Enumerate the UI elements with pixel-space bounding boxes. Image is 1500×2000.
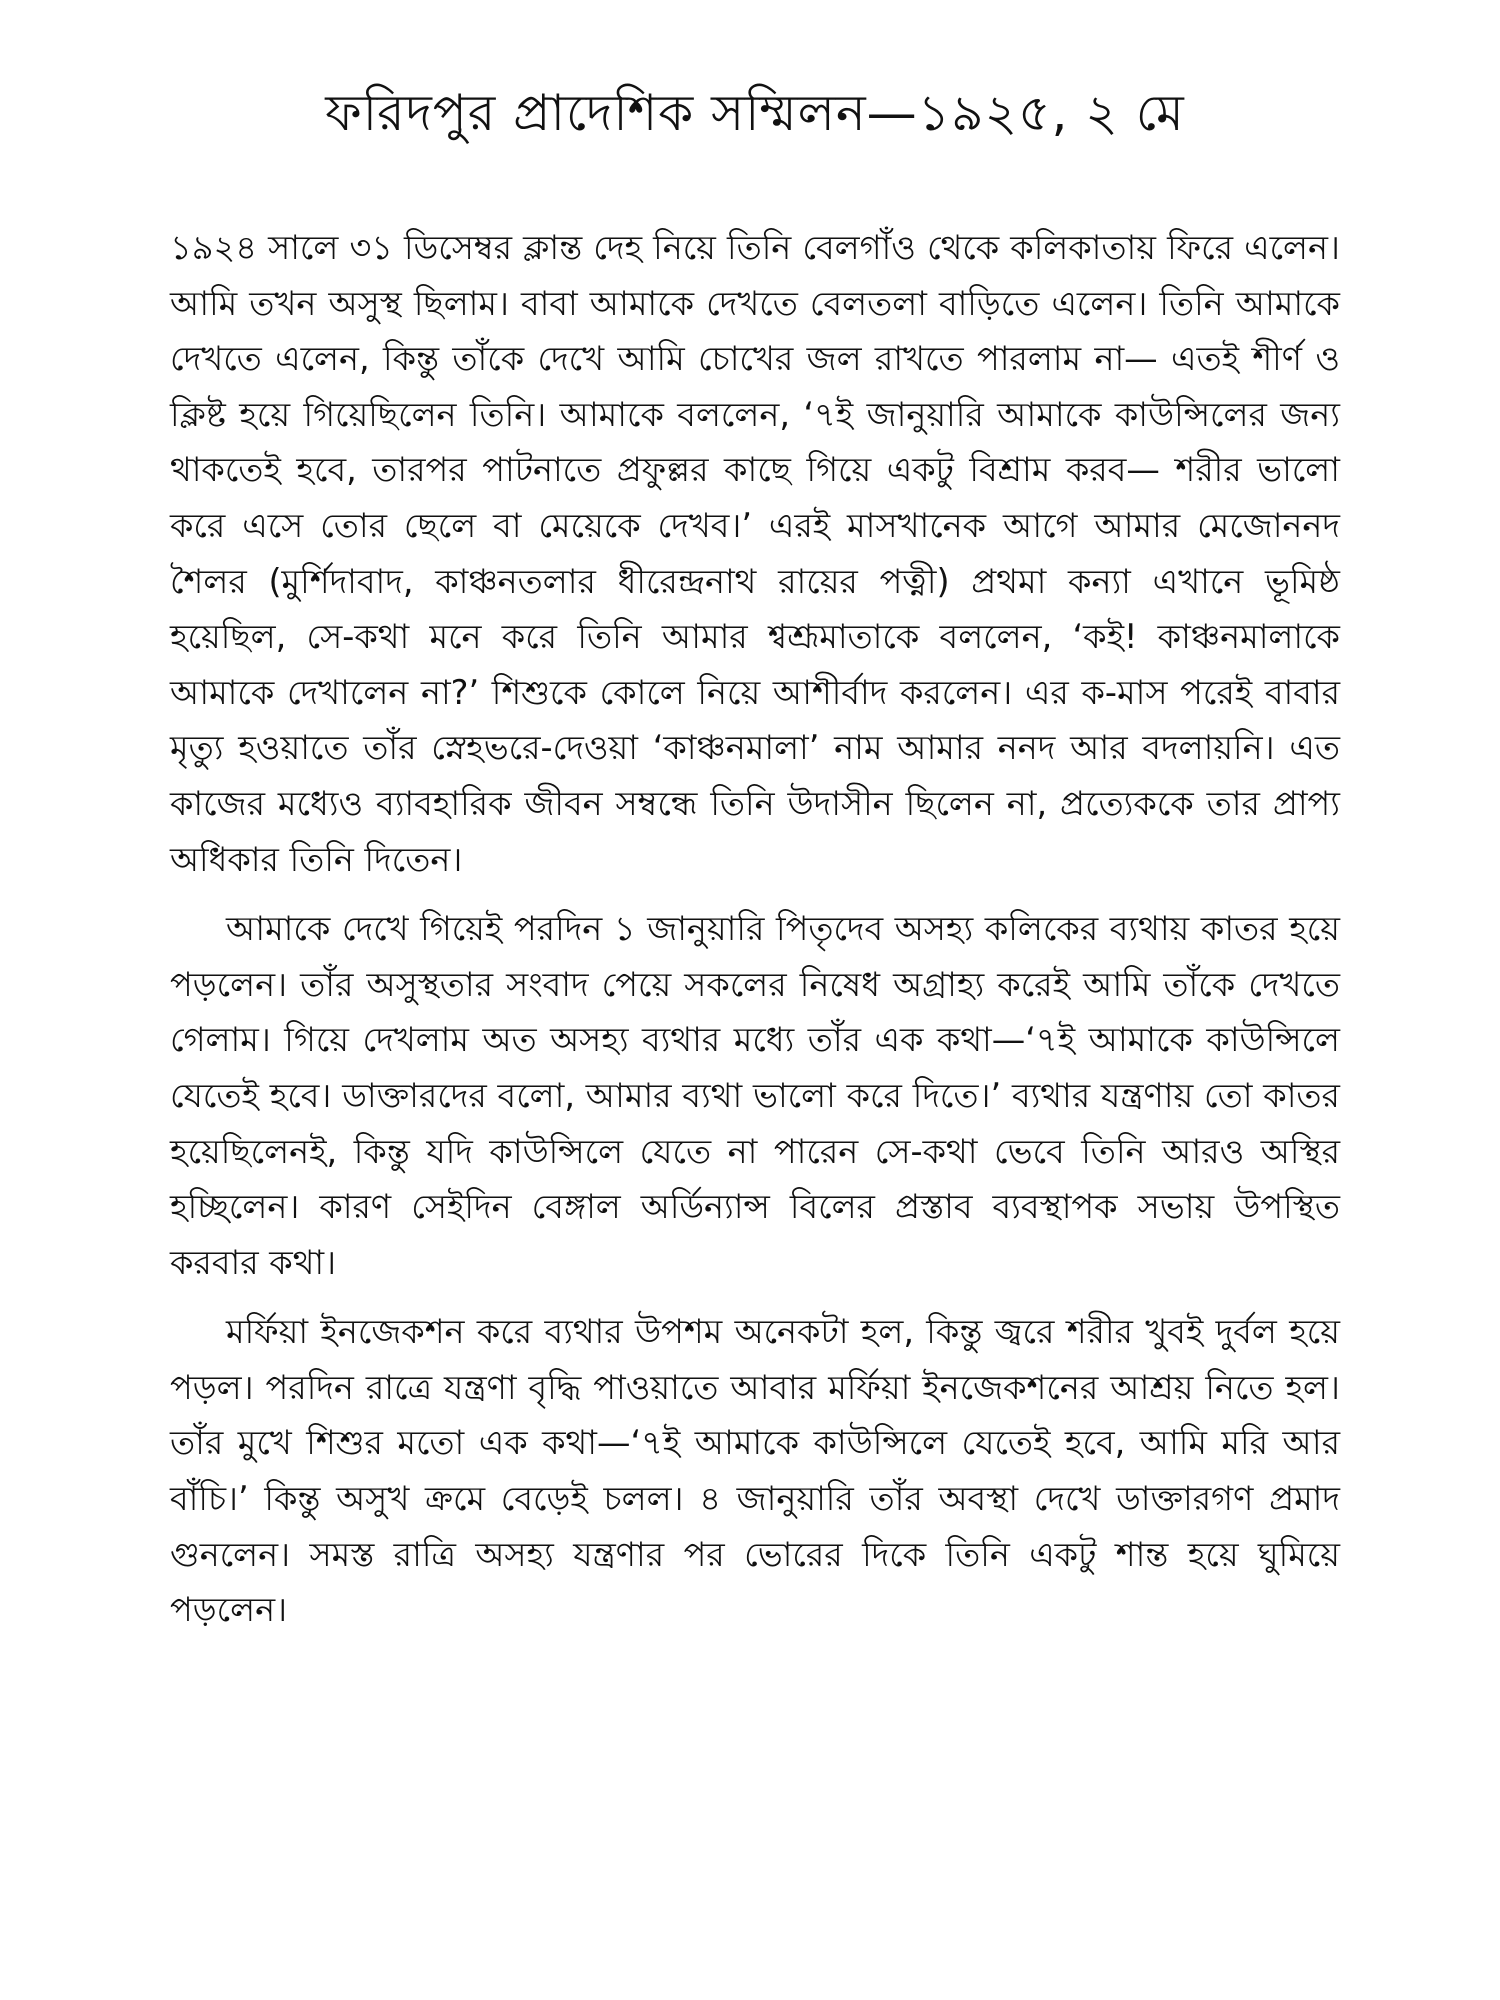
- paragraph-3: মর্ফিয়া ইনজেকশন করে ব্যথার উপশম অনেকটা হল, কিন্তু জ্বরে শরীর খুবই দুর্বল হয়ে পড়ল। পরদিন রাত্রে যন্ত্রণা বৃদ্ধি পাওয়াতে আবার মর্ফিয়া ইনজেকশনের আশ্রয় নিতে হল। তাঁর মুখে শিশুর মতো এক কথা—‘৭ই আমাকে কাউন্সিলে যেতেই হবে, আমি মরি আর বাঁচি।’ কিন্তু অসুখ ক্রমে বেড়েই চলল। ৪ জানুয়ারি তাঁর অবস্থা দেখে ডাক্তারগণ প্রমাদ গুনলেন। সমস্ত রাত্রি অসহ্য যন্ত্রণার পর ভোরের দিকে তিনি একটু শান্ত হয়ে ঘুমিয়ে পড়লেন।: [170, 1312, 1340, 1630]
- chapter-title: ফরিদপুর প্রাদেশিক সম্মিলন—১৯২৫, ২ মে: [325, 84, 1185, 142]
- paragraph-2: আমাকে দেখে গিয়েই পরদিন ১ জানুয়ারি পিতৃদেব অসহ্য কলিকের ব্যথায় কাতর হয়ে পড়লেন। তাঁর অসুস্থতার সংবাদ পেয়ে সকলের নিষেধ অগ্রাহ্য করেই আমি তাঁকে দেখতে গেলাম। গিয়ে দেখলাম অত অসহ্য ব্যথার মধ্যে তাঁর এক কথা—‘৭ই আমাকে কাউন্সিলে যেতেই হবে। ডাক্তারদের বলো, আমার ব্যথা ভালো করে দিতে।’ ব্যথার যন্ত্রণায় তো কাতর হয়েছিলেনই, কিন্তু যদি কাউন্সিলে যেতে না পারেন সে-কথা ভেবে তিনি আরও অস্থির হচ্ছিলেন। কারণ সেইদিন বেঙ্গাল অর্ডিন্যান্স বিলের প্রস্তাব ব্যবস্থাপক সভায় উপস্থিত করবার কথা।: [170, 909, 1340, 1282]
- paragraph-1: ১৯২৪ সালে ৩১ ডিসেম্বর ক্লান্ত দেহ নিয়ে তিনি বেলগাঁও থেকে কলিকাতায় ফিরে এলেন। আমি তখন অসুস্থ ছিলাম। বাবা আমাকে দেখতে বেলতলা বাড়িতে এলেন। তিনি আমাকে দেখতে এলেন, কিন্তু তাঁকে দেখে আমি চোখের জল রাখতে পারলাম না— এতই শীর্ণ ও ক্লিষ্ট হয়ে গিয়েছিলেন তিনি। আমাকে বললেন, ‘৭ই জানুয়ারি আমাকে কাউন্সিলের জন্য থাকতেই হবে, তারপর পাটনাতে প্রফুল্লর কাছে গিয়ে একটু বিশ্রাম করব— শরীর ভালো করে এসে তোর ছেলে বা মেয়েকে দেখব।’ এরই মাসখানেক আগে আমার মেজোননদ শৈলর (মুর্শিদাবাদ, কাঞ্চনতলার ধীরেন্দ্রনাথ রায়ের পত্নী) প্রথমা কন্যা এখানে ভূমিষ্ঠ হয়েছিল, সে-কথা মনে করে তিনি আমার শ্বশ্রূমাতাকে বললেন, ‘কই! কাঞ্চনমালাকে আমাকে দেখালেন না?’ শিশুকে কোলে নিয়ে আশীর্বাদ করলেন। এর ক-মাস পরেই বাবার মৃত্যু হওয়াতে তাঁর স্নেহভরে-দেওয়া ‘কাঞ্চনমালা’ নাম আমার ননদ আর বদলায়নি। এত কাজের মধ্যেও ব্যাবহারিক জীবন সম্বন্ধে তিনি উদাসীন ছিলেন না, প্রত্যেককে তার প্রাপ্য অধিকার তিনি দিতেন।: [170, 228, 1340, 879]
